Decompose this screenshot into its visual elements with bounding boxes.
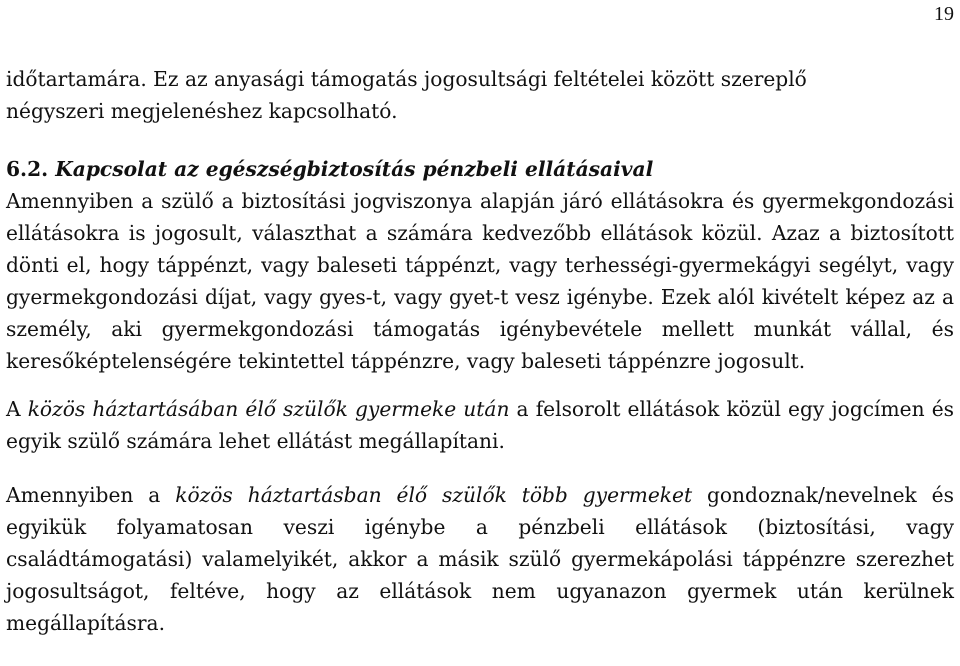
- paragraph-3-italic: közös háztartásban élő szülők több gyermeket: [175, 483, 693, 507]
- section-number: 6.2.: [6, 157, 49, 181]
- paragraph-3-prefix: Amennyiben a: [6, 483, 176, 507]
- paragraph-2-italic: közös háztartásában élő szülők gyermeke után: [27, 397, 510, 421]
- document-body: [6, 63, 954, 639]
- paragraph-1: Amennyiben a szülő a biztosítási jogviszonya alapján járó ellátásokra és gyermekgondozási ellátásokra is jogosult, választhat a számára kedvezőbb ellátások közül. Azaz a biztosított dönti el, hogy táppénzt, vagy baleseti táppénzt, vagy terhességi-gyermekágyi segélyt, vagy gyermekgondozási díjat, vagy gyes-t, vagy gyet-t vesz igénybe. Ezek alól kivételt képez az a személy, aki gyermekgondozási támogatás igénybevétele mellett munkát vállal, és keresőképtelenségére tekintettel táppénzre, vagy baleseti táppénzre jogosult.: [6, 189, 954, 373]
- section-heading: [6, 153, 954, 185]
- paragraph-3-suffix: gondoznak/nevelnek és egyikük folyamatosan veszi igénybe a pénzbeli ellátások (biztosítási, vagy családtámogatási) valamelyikét, akkor a másik szülő gyermekápolási táppénzre szerezhet jogosultságot, feltéve, hogy az ellátások nem ugyanazon gyermek után kerülnek megállapításra.: [6, 483, 954, 635]
- intro-paragraph: [6, 63, 954, 127]
- paragraph-3: [6, 479, 954, 639]
- page-number: 19: [934, 3, 954, 25]
- paragraph-2-suffix: a felsorolt ellátások közül egy jogcímen és egyik szülő számára lehet ellátást megállapítani.: [6, 397, 954, 453]
- intro-line-2: négyszeri megjelenéshez kapcsolható.: [6, 99, 398, 123]
- paragraph-2: [6, 393, 954, 457]
- intro-line-1: időtartamára. Ez az anyasági támogatás jogosultsági feltételei között szereplő: [6, 67, 807, 91]
- section-title: Kapcsolat az egészségbiztosítás pénzbeli ellátásaival: [55, 157, 654, 181]
- paragraph-2-prefix: A: [6, 397, 28, 421]
